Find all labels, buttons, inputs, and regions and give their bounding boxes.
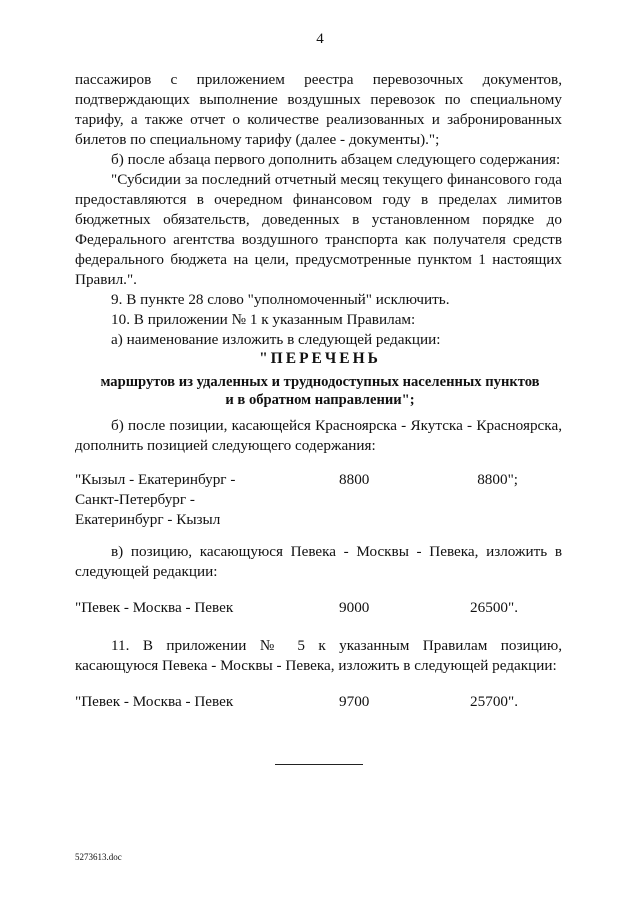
paragraph-text: 11. В приложении № 5 к указанным Правилам позицию, касающуюся Певека - Москвы - Певека, изложить в следующей редакции: [75, 637, 562, 674]
subtitle-line-1: маршрутов из удаленных и труднодоступных населенных пунктов [100, 374, 540, 390]
route-value-b: 8800"; [477, 471, 518, 488]
route-value-b: 26500". [470, 599, 518, 616]
paragraph-text: б) после позиции, касающейся Красноярска - Якутска - Красноярска, дополнить позицией следующего содержания: [75, 417, 562, 454]
route-name: "Певек - Москва - Певек [75, 599, 234, 616]
route-name: "Певек - Москва - Певек [75, 693, 234, 710]
paragraph-text: "Субсидии за последний отчетный месяц текущего финансового года предоставляются в очередном финансовом году в пределах лимитов бюджетных обязательств, доведенных в установленном порядке до Федерального агентства воздушного транспорта как получателя средств федерального бюджета на цели, предусмотренные пунктом 1 настоящих Правил.". [75, 171, 562, 288]
route-value-a: 8800 [339, 471, 370, 488]
route-value-a: 9700 [339, 693, 370, 710]
paragraph-item-10a [75, 330, 562, 350]
footer-file-name: 5273613.doc [75, 852, 122, 862]
paragraph-text: в) позицию, касающуюся Певека - Москвы - Певека, изложить в следующей редакции: [75, 543, 562, 580]
route-name [75, 470, 295, 530]
list-heading-subtitle [75, 373, 565, 409]
paragraph-subsidies [75, 170, 562, 290]
page-number: 4 [316, 31, 324, 47]
route-value-b: 25700". [470, 693, 518, 710]
route-name-line: "Кызыл - Екатеринбург - [75, 471, 236, 488]
paragraph-text: 10. В приложении № 1 к указанным Правилам: [111, 311, 416, 328]
paragraph-item-10b [75, 416, 562, 456]
paragraph-passengers [75, 70, 562, 150]
list-heading-title: "ПЕРЕЧЕНЬ [259, 350, 381, 367]
paragraph-text: б) после абзаца первого дополнить абзацем следующего содержания: [111, 151, 561, 168]
route-name-line: Санкт-Петербург - [75, 491, 195, 508]
route-name-line: Екатеринбург - Кызыл [75, 511, 221, 528]
end-divider-line [275, 764, 363, 765]
paragraph-text: а) наименование изложить в следующей редакции: [111, 331, 441, 348]
route-row-pevek-1 [75, 598, 565, 618]
subtitle-line-2: и в обратном направлении"; [225, 392, 415, 408]
paragraph-item-9 [75, 290, 562, 310]
paragraph-text: пассажиров с приложением реестра перевозочных документов, подтверждающих выполнение воздушных перевозок по специальному тарифу, а также отчет о количестве реализованных и забронированных билетов по специальному тарифу (далее - документы)."; [75, 71, 562, 148]
paragraph-add-abzac [75, 150, 562, 170]
route-row-kyzyl [75, 470, 565, 532]
paragraph-item-10v [75, 542, 562, 582]
paragraph-item-10 [75, 310, 562, 330]
route-row-pevek-2 [75, 692, 565, 712]
route-value-a: 9000 [339, 599, 370, 616]
paragraph-text: 9. В пункте 28 слово "уполномоченный" исключить. [111, 291, 450, 308]
paragraph-item-11 [75, 636, 562, 676]
